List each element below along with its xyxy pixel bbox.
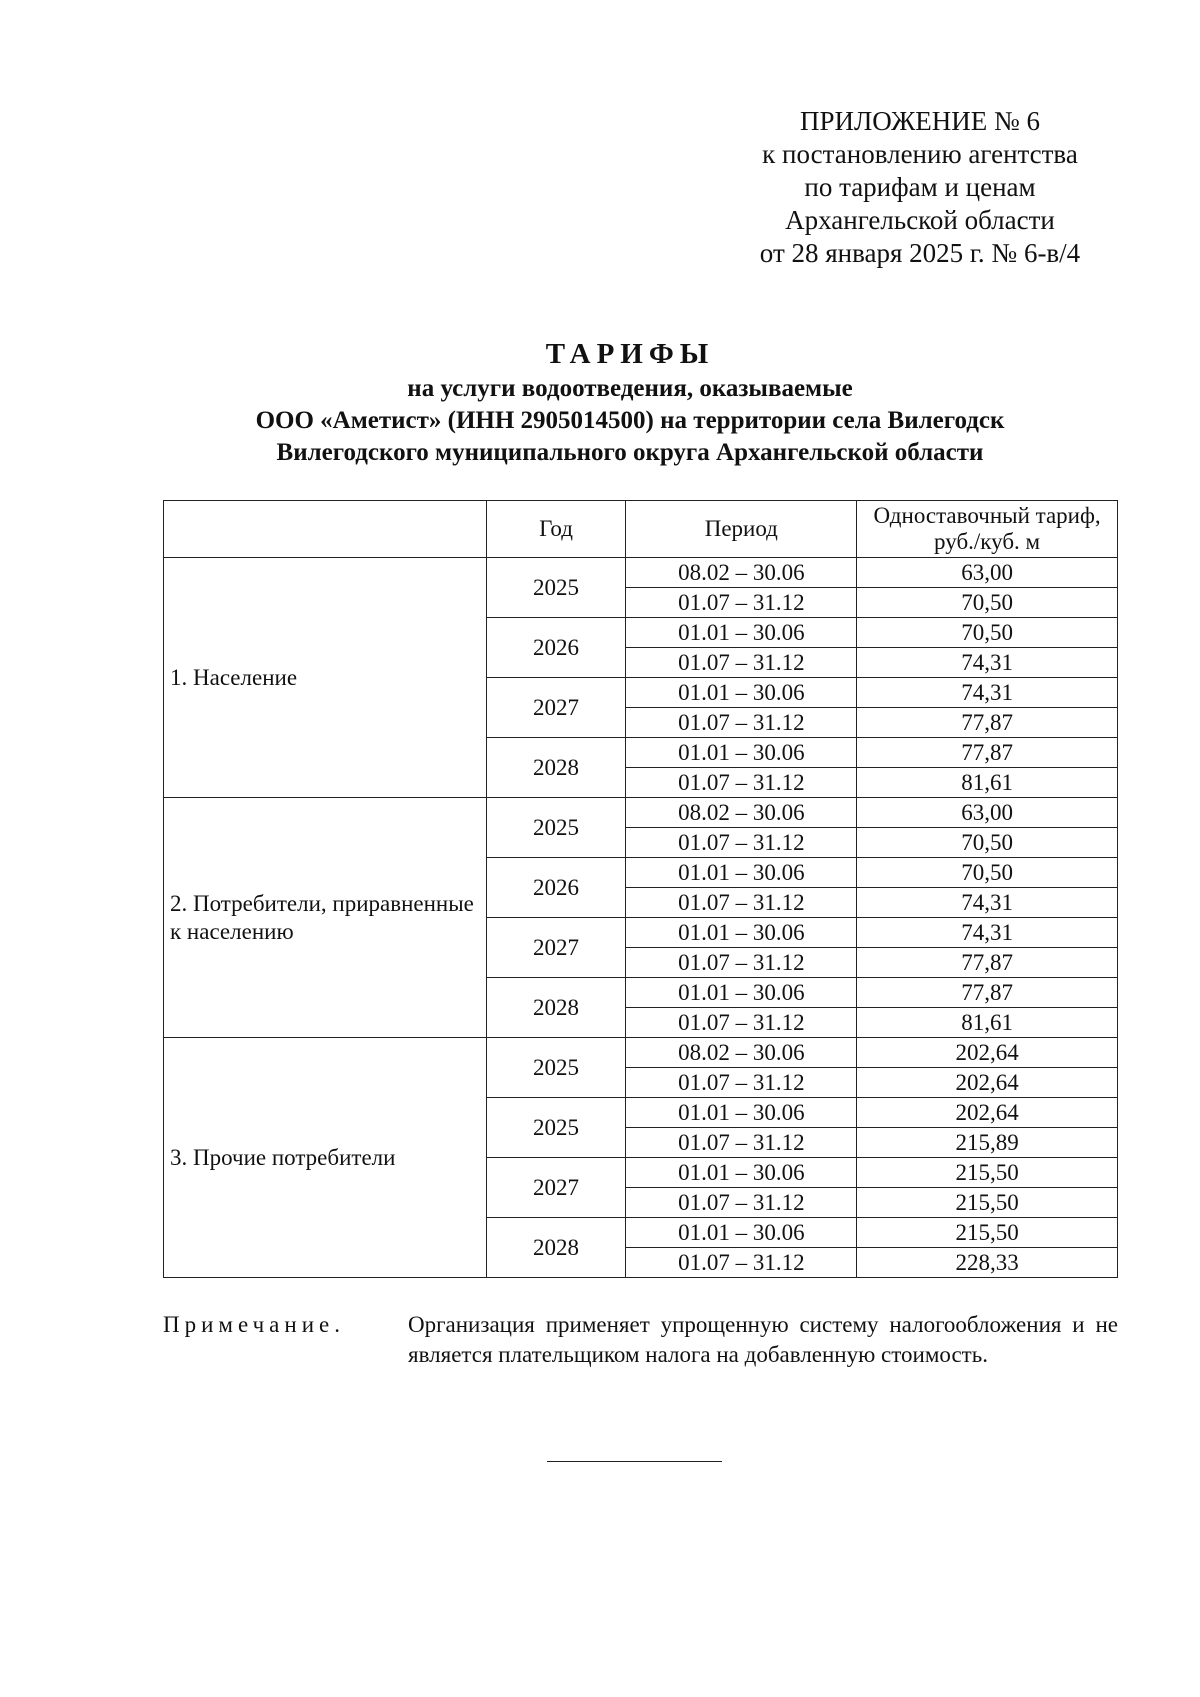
year-cell: 2026 xyxy=(486,618,626,678)
period-cell: 01.07 – 31.12 xyxy=(626,1068,857,1098)
header-tariff: Одноставочный тариф, руб./куб. м xyxy=(857,501,1118,558)
consumer-group-cell: 3. Прочие потребители xyxy=(164,1038,487,1278)
title-main: ТАРИФЫ xyxy=(545,338,715,370)
period-cell: 01.07 – 31.12 xyxy=(626,888,857,918)
year-cell: 2027 xyxy=(486,918,626,978)
period-cell: 01.01 – 30.06 xyxy=(626,1158,857,1188)
tariff-value-cell: 81,61 xyxy=(857,1008,1118,1038)
tariff-value-cell: 202,64 xyxy=(857,1098,1118,1128)
tariff-value-cell: 215,50 xyxy=(857,1158,1118,1188)
title-line: Вилегодского муниципального округа Архангельской области xyxy=(276,439,984,466)
period-cell: 01.01 – 30.06 xyxy=(626,978,857,1008)
divider-line xyxy=(547,1461,722,1462)
year-cell: 2028 xyxy=(486,978,626,1038)
appendix-line: к постановлению агентства xyxy=(762,139,1078,169)
tariff-value-cell: 81,61 xyxy=(857,768,1118,798)
period-cell: 01.07 – 31.12 xyxy=(626,828,857,858)
header-consumer xyxy=(164,501,487,558)
tariff-value-cell: 215,50 xyxy=(857,1188,1118,1218)
tariff-value-cell: 228,33 xyxy=(857,1248,1118,1278)
tariff-value-cell: 77,87 xyxy=(857,708,1118,738)
period-cell: 01.07 – 31.12 xyxy=(626,1188,857,1218)
tariff-value-cell: 70,50 xyxy=(857,858,1118,888)
appendix-line: Архангельской области xyxy=(785,205,1055,235)
year-cell: 2028 xyxy=(486,1218,626,1278)
appendix-block xyxy=(690,105,1150,270)
year-cell: 2025 xyxy=(486,1098,626,1158)
consumer-group-cell: 1. Население xyxy=(164,558,487,798)
period-cell: 01.07 – 31.12 xyxy=(626,1128,857,1158)
appendix-line: от 28 января 2025 г. № 6-в/4 xyxy=(759,238,1081,268)
period-cell: 08.02 – 30.06 xyxy=(626,1038,857,1068)
period-cell: 08.02 – 30.06 xyxy=(626,798,857,828)
period-cell: 01.07 – 31.12 xyxy=(626,1248,857,1278)
tariff-value-cell: 202,64 xyxy=(857,1038,1118,1068)
period-cell: 01.07 – 31.12 xyxy=(626,768,857,798)
tariff-table xyxy=(163,500,1118,1278)
year-cell: 2028 xyxy=(486,738,626,798)
year-cell: 2026 xyxy=(486,858,626,918)
year-cell: 2027 xyxy=(486,678,626,738)
header-period: Период xyxy=(626,501,857,558)
appendix-line: по тарифам и ценам xyxy=(804,172,1036,202)
period-cell: 01.01 – 30.06 xyxy=(626,858,857,888)
tariff-value-cell: 74,31 xyxy=(857,678,1118,708)
consumer-group-cell: 2. Потребители, приравненные к населению xyxy=(164,798,487,1038)
tariff-value-cell: 74,31 xyxy=(857,918,1118,948)
tariff-table-body xyxy=(164,558,1118,1278)
document-title xyxy=(150,337,1110,469)
year-cell: 2025 xyxy=(486,1038,626,1098)
tariff-value-cell: 63,00 xyxy=(857,558,1118,588)
year-cell: 2025 xyxy=(486,558,626,618)
table-header-row xyxy=(164,501,1118,558)
tariff-value-cell: 215,50 xyxy=(857,1218,1118,1248)
table-row xyxy=(164,798,1118,828)
tariff-value-cell: 77,87 xyxy=(857,948,1118,978)
tariff-value-cell: 70,50 xyxy=(857,828,1118,858)
period-cell: 01.07 – 31.12 xyxy=(626,1008,857,1038)
appendix-line: ПРИЛОЖЕНИЕ № 6 xyxy=(799,106,1041,136)
tariff-value-cell: 77,87 xyxy=(857,978,1118,1008)
title-line: на услуги водоотведения, оказываемые xyxy=(407,375,853,402)
period-cell: 01.07 – 31.12 xyxy=(626,648,857,678)
tariff-value-cell: 70,50 xyxy=(857,618,1118,648)
tariff-value-cell: 74,31 xyxy=(857,888,1118,918)
period-cell: 01.01 – 30.06 xyxy=(626,1098,857,1128)
period-cell: 01.01 – 30.06 xyxy=(626,738,857,768)
year-cell: 2025 xyxy=(486,798,626,858)
period-cell: 01.01 – 30.06 xyxy=(626,618,857,648)
tariff-value-cell: 215,89 xyxy=(857,1128,1118,1158)
period-cell: 01.07 – 31.12 xyxy=(626,948,857,978)
period-cell: 08.02 – 30.06 xyxy=(626,558,857,588)
table-row xyxy=(164,1038,1118,1068)
note-label: Примечание. xyxy=(163,1312,345,1337)
header-year: Год xyxy=(486,501,626,558)
period-cell: 01.01 – 30.06 xyxy=(626,678,857,708)
period-cell: 01.01 – 30.06 xyxy=(626,1218,857,1248)
tariff-value-cell: 63,00 xyxy=(857,798,1118,828)
period-cell: 01.01 – 30.06 xyxy=(626,918,857,948)
table-row xyxy=(164,558,1118,588)
tariff-value-cell: 74,31 xyxy=(857,648,1118,678)
year-cell: 2027 xyxy=(486,1158,626,1218)
period-cell: 01.07 – 31.12 xyxy=(626,708,857,738)
period-cell: 01.07 – 31.12 xyxy=(626,588,857,618)
note-text: Организация применяет упрощенную систему налогообложения и не является плательщиком налога на добавленную стоимость. xyxy=(408,1312,1118,1367)
tariff-value-cell: 202,64 xyxy=(857,1068,1118,1098)
tariff-value-cell: 70,50 xyxy=(857,588,1118,618)
title-line: ООО «Аметист» (ИНН 2905014500) на территории села Вилегодск xyxy=(255,407,1005,434)
tariff-value-cell: 77,87 xyxy=(857,738,1118,768)
